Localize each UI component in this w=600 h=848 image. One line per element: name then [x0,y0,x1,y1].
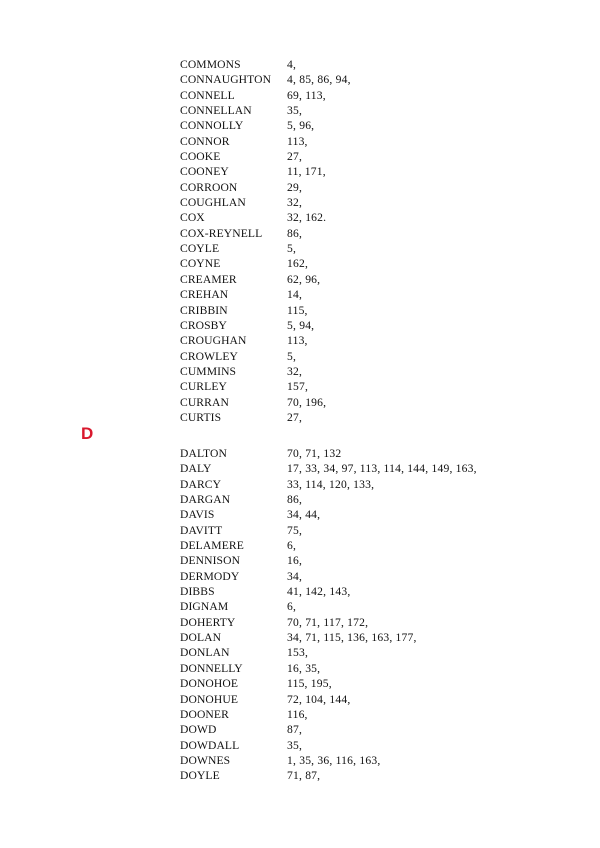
index-entry [180,72,351,87]
entry-pages: 86, [287,493,303,507]
entry-pages: 69, 113, [287,88,326,102]
index-entry [180,134,351,149]
entry-name: CURTIS [180,410,222,424]
entry-pages: 34, [287,569,303,583]
index-entry [180,461,477,476]
entry-name: DAVITT [180,523,223,537]
entry-pages: 16, [287,554,303,568]
index-entry [180,180,351,195]
index-entry [180,395,351,410]
entry-pages: 34, 71, 115, 136, 163, 177, [287,631,417,645]
entry-pages: 6, [287,539,297,553]
entry-name: DIBBS [180,585,215,599]
index-entry [180,287,351,302]
entry-pages: 32, 162. [287,211,327,225]
entry-pages: 70, 71, 117, 172, [287,615,369,629]
entry-name: DALTON [180,447,227,460]
entry-name: DELAMERE [180,539,244,553]
entry-pages: 153, [287,646,309,660]
entry-name: COYLE [180,242,220,256]
entry-pages: 116, [287,707,308,721]
entry-name: CREAMER [180,272,237,286]
entry-pages: 33, 114, 120, 133, [287,477,375,491]
entry-pages: 35, [287,738,303,752]
entry-name: CONNOR [180,134,230,148]
entry-name: CORROON [180,180,238,194]
index-entry [180,584,477,599]
index-entry [180,241,351,256]
index-entry [180,707,477,722]
entry-name: CUMMINS [180,364,237,378]
index-entry [180,364,351,379]
index-entry [180,768,477,783]
entry-name: DERMODY [180,569,240,583]
index-entry [180,118,351,133]
entry-name: DOWDALL [180,738,240,752]
entry-name: DAVIS [180,508,215,522]
index-entry [180,103,351,118]
index-entry [180,753,477,768]
entry-name: CONNOLLY [180,119,244,133]
entry-name: CONNAUGHTON [180,73,272,87]
index-entry [180,661,477,676]
entry-name: CRIBBIN [180,303,228,317]
entry-pages: 62, 96, [287,272,321,286]
entry-name: CONNELL [180,88,235,102]
entry-pages: 32, [287,364,303,378]
index-entry [180,446,477,461]
entry-pages: 75, [287,523,303,537]
index-entry [180,318,351,333]
index-entry [180,738,477,753]
entry-name: DONOHUE [180,692,239,706]
index-entry [180,599,477,614]
entry-pages: 87, [287,723,303,737]
index-entry [180,410,351,425]
entry-name: COX-REYNELL [180,226,263,240]
entry-pages: 4, [287,58,297,71]
entry-name: DENNISON [180,554,241,568]
entry-name: DOWNES [180,753,231,767]
entry-name: COX [180,211,205,225]
entry-pages: 29, [287,180,303,194]
index-entry [180,164,351,179]
entry-pages: 71, 87, [287,769,321,783]
index-entry [180,630,477,645]
entry-name: DONLAN [180,646,230,660]
index-section-d [180,446,477,784]
entry-name: CURLEY [180,380,227,394]
entry-pages: 70, 71, 132 [287,447,342,460]
entry-name: CROWLEY [180,349,239,363]
entry-pages: 5, 94, [287,318,315,332]
index-entry [180,676,477,691]
entry-pages: 34, 44, [287,508,321,522]
section-letter-d: D [81,424,94,443]
entry-name: COONEY [180,165,229,179]
index-entry [180,272,351,287]
entry-name: CROSBY [180,318,227,332]
entry-pages: 162, [287,257,309,271]
entry-pages: 72, 104, 144, [287,692,351,706]
entry-name: CREHAN [180,288,229,302]
entry-name: DARGAN [180,493,231,507]
entry-name: CONNELLAN [180,104,252,118]
index-entry [180,88,351,103]
entry-pages: 1, 35, 36, 116, 163, [287,753,381,767]
index-entry [180,722,477,737]
index-entry [180,507,477,522]
index-entry [180,523,477,538]
entry-pages: 11, 171, [287,165,326,179]
entry-pages: 14, [287,288,303,302]
entry-name: DARCY [180,477,222,491]
entry-name: DOWD [180,723,217,737]
index-entry [180,256,351,271]
entry-pages: 5, 96, [287,119,315,133]
index-entry [180,477,477,492]
entry-pages: 17, 33, 34, 97, 113, 114, 144, 149, 163, [287,462,477,476]
entry-pages: 157, [287,380,309,394]
entry-name: COUGHLAN [180,196,246,210]
entry-pages: 32, [287,196,303,210]
entry-name: DOHERTY [180,615,236,629]
entry-pages: 113, [287,134,308,148]
index-section-c [180,57,351,425]
entry-pages: 6, [287,600,297,614]
index-entry [180,210,351,225]
entry-pages: 86, [287,226,303,240]
index-entry [180,303,351,318]
index-entry [180,645,477,660]
index-entry [180,553,477,568]
entry-pages: 113, [287,334,308,348]
entry-name: DOONER [180,707,229,721]
entry-name: CROUGHAN [180,334,247,348]
entry-name: COMMONS [180,58,241,71]
entry-name: DIGNAM [180,600,229,614]
index-entry [180,57,351,72]
entry-name: COOKE [180,150,221,164]
index-entry [180,692,477,707]
entry-pages: 5, [287,242,297,256]
entry-pages: 27, [287,410,303,424]
entry-pages: 5, [287,349,297,363]
index-entry [180,149,351,164]
entry-name: DONNELLY [180,661,243,675]
entry-pages: 115, 195, [287,677,332,691]
entry-name: DOYLE [180,769,220,783]
index-entry [180,538,477,553]
entry-name: DONOHOE [180,677,239,691]
entry-pages: 16, 35, [287,661,321,675]
index-entry [180,226,351,241]
entry-pages: 115, [287,303,308,317]
index-entry [180,379,351,394]
entry-pages: 4, 85, 86, 94, [287,73,351,87]
entry-name: COYNE [180,257,221,271]
entry-name: DOLAN [180,631,222,645]
entry-pages: 35, [287,104,303,118]
entry-pages: 27, [287,150,303,164]
entry-name: DALY [180,462,212,476]
index-entry [180,349,351,364]
entry-name: CURRAN [180,395,229,409]
entry-pages: 41, 142, 143, [287,585,351,599]
index-entry [180,569,477,584]
entry-pages: 70, 196, [287,395,327,409]
index-entry [180,195,351,210]
index-entry [180,492,477,507]
index-entry [180,615,477,630]
index-entry [180,333,351,348]
